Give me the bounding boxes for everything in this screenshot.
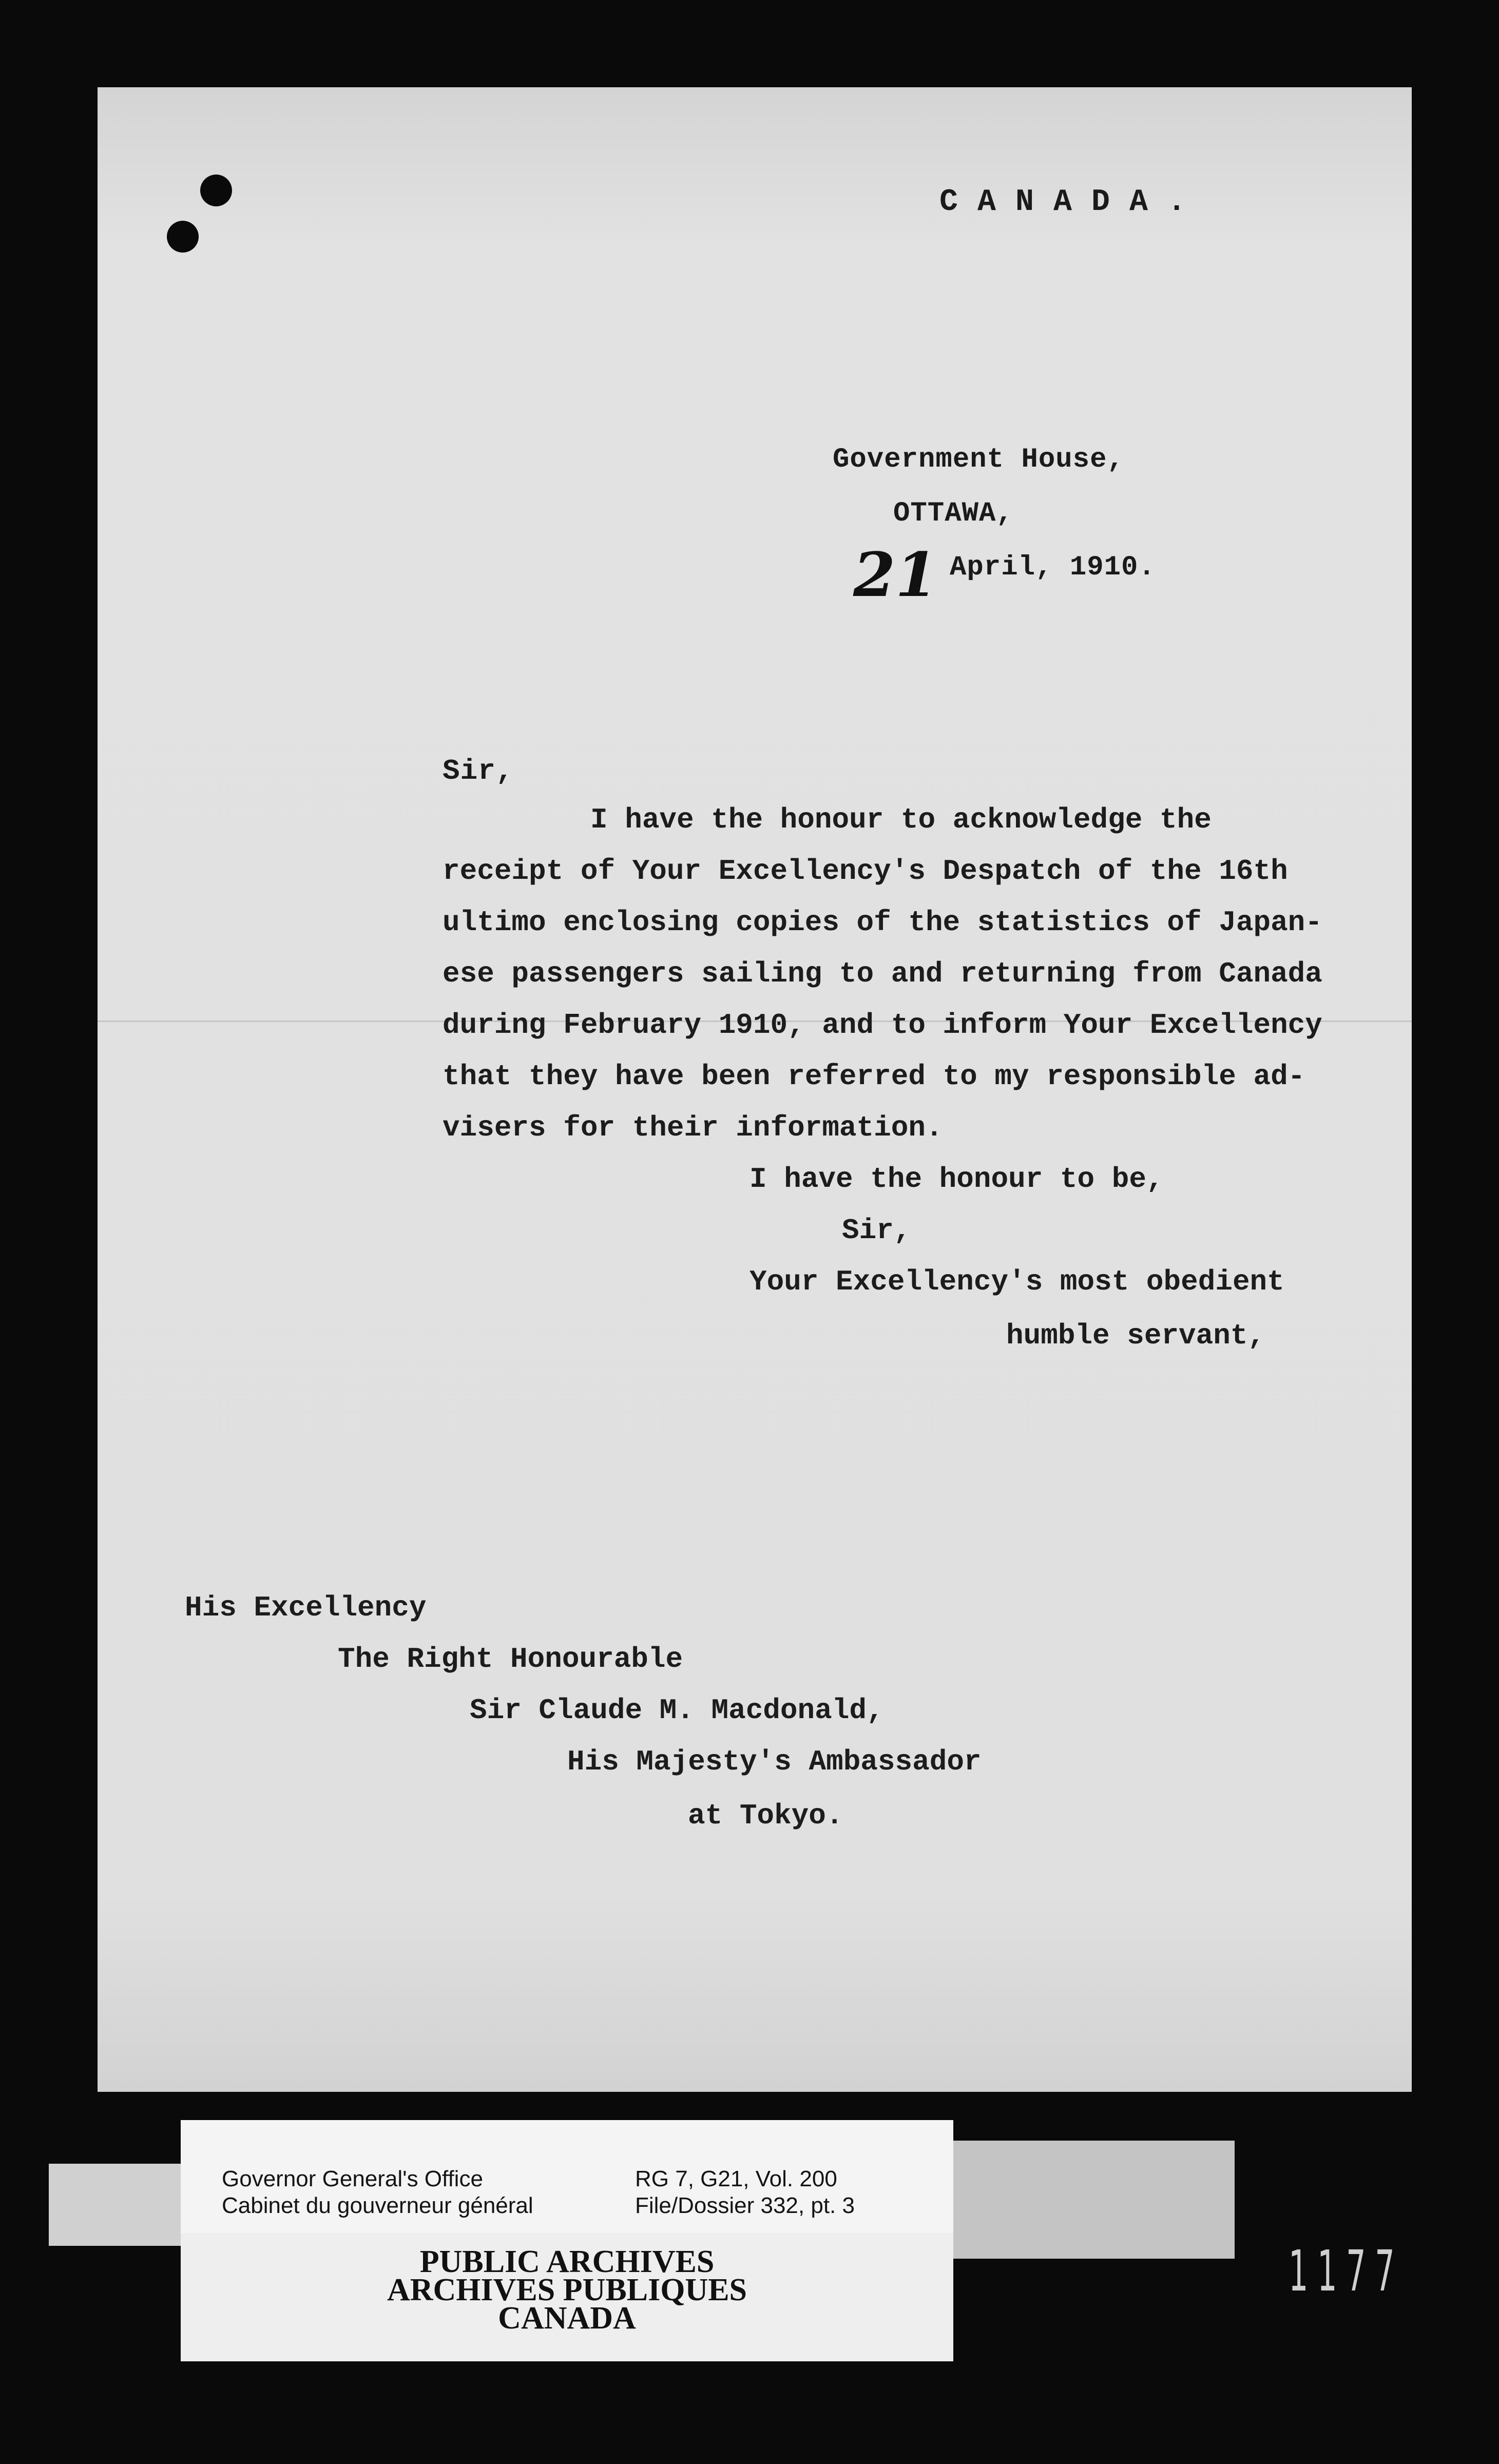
frame-number: 1177	[1289, 2238, 1404, 2304]
addressee-line: Sir Claude M. Macdonald,	[470, 1694, 884, 1727]
body-line: visers for their information.	[443, 1111, 943, 1144]
address-house: Government House,	[833, 444, 1124, 475]
closing-servant: humble servant,	[1006, 1319, 1265, 1352]
address-city: OTTAWA,	[893, 498, 1013, 529]
body-line: that they have been referred to my responsible ad-	[443, 1060, 1305, 1093]
date-month-year: April, 1910.	[950, 552, 1156, 583]
salutation: Sir,	[443, 755, 514, 787]
archives-english: PUBLIC ARCHIVES	[419, 2244, 715, 2279]
body-line: ultimo enclosing copies of the statistics of Japan-	[443, 906, 1322, 939]
addressee-line: His Excellency	[185, 1591, 427, 1624]
archive-reference-label	[181, 2120, 953, 2233]
body-line: ese passengers sailing to and returning from Canada	[443, 957, 1322, 990]
addressee-line: at Tokyo.	[688, 1799, 843, 1832]
office-french: Cabinet du gouverneur général	[222, 2193, 533, 2218]
letterhead-country: C A N A D A .	[939, 185, 1187, 220]
archives-country: CANADA	[498, 2301, 636, 2336]
closing-sir: Sir,	[842, 1214, 911, 1247]
addressee-line: The Right Honourable	[338, 1643, 683, 1676]
body-line: receipt of Your Excellency's Despatch of the 16th	[443, 855, 1288, 888]
reference-volume: RG 7, G21, Vol. 200	[635, 2166, 837, 2191]
archive-strip-right	[952, 2141, 1235, 2259]
reference-file: File/Dossier 332, pt. 3	[635, 2193, 855, 2218]
archives-french: ARCHIVES PUBLIQUES	[387, 2273, 747, 2307]
body-line: during February 1910, and to inform Your Excellency	[443, 1009, 1322, 1042]
addressee-line: His Majesty's Ambassador	[567, 1745, 982, 1778]
office-english: Governor General's Office	[222, 2166, 483, 2191]
letter-page	[98, 87, 1412, 2092]
closing-line: I have the honour to be,	[750, 1163, 1164, 1196]
date-day-handwritten: 21	[853, 539, 938, 610]
binder-hole-icon	[200, 175, 232, 206]
binder-hole-icon	[167, 221, 199, 253]
body-line: I have the honour to acknowledge the	[590, 803, 1212, 836]
archive-strip-left	[49, 2164, 181, 2246]
closing-line: Your Excellency's most obedient	[750, 1265, 1284, 1298]
